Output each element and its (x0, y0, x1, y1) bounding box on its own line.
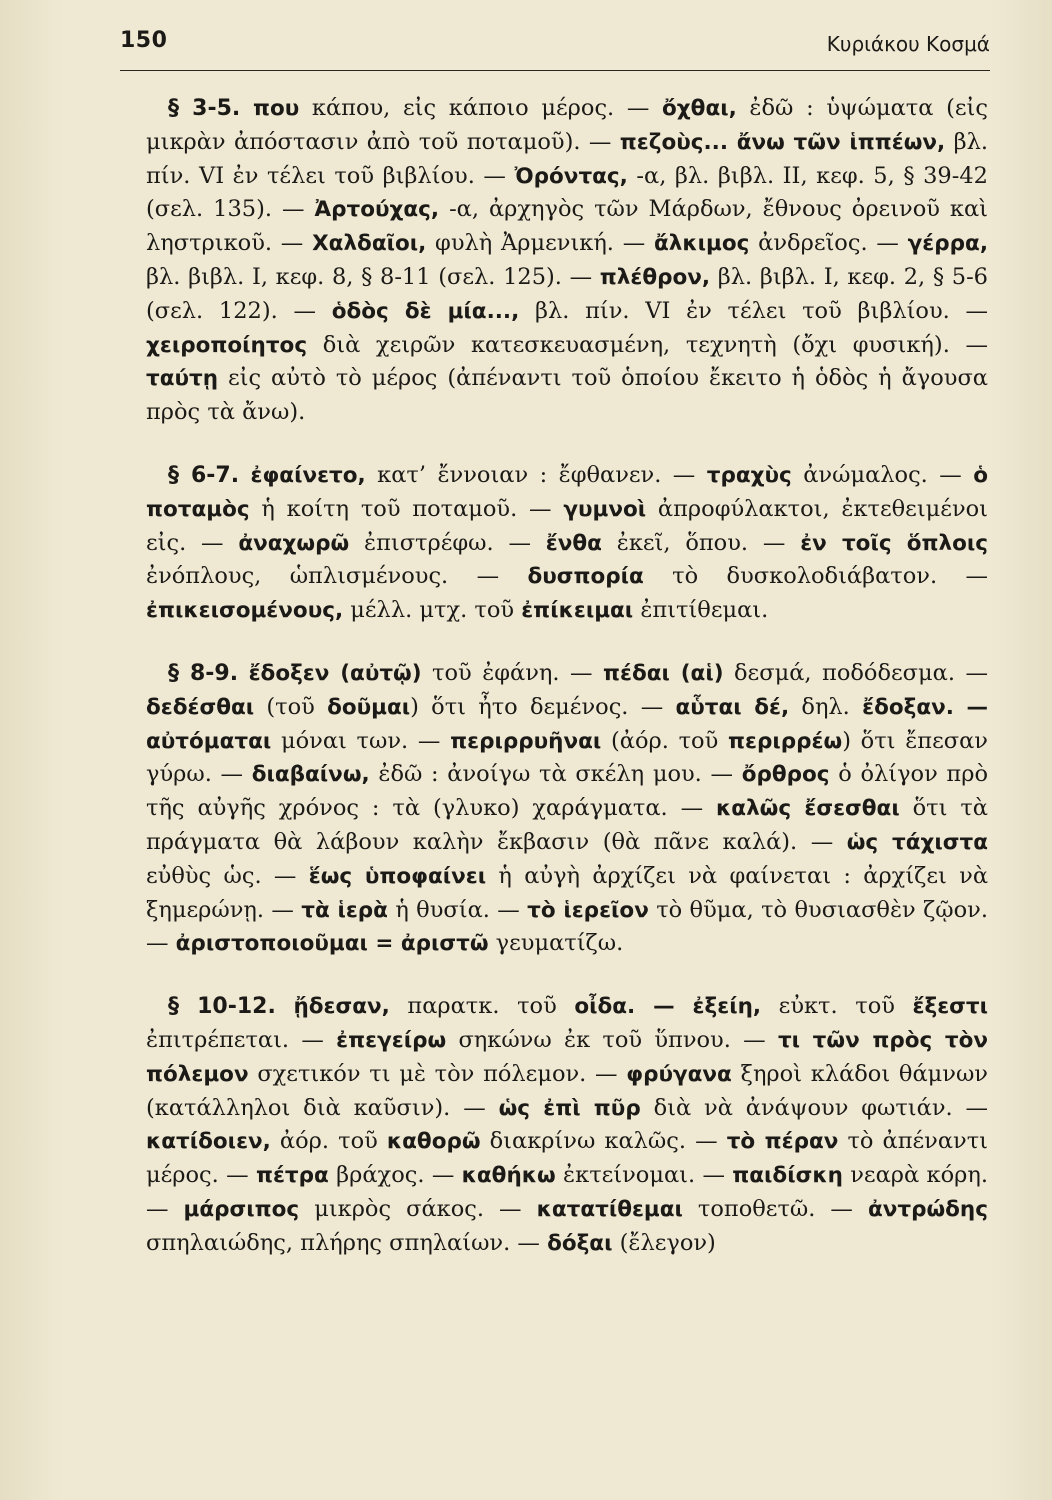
commentary-body (146, 92, 988, 1290)
gloss-text: τὸ θῦμα, τὸ θυσιασθὲν ζῷον. — (146, 896, 989, 957)
gloss-text: (τοῦ (254, 693, 328, 720)
gloss-text: (ἀόρ. τοῦ (601, 727, 728, 754)
gloss-text: φυλὴ Ἀρμενική. — (426, 230, 655, 257)
lemma: τὰ ἱερὰ (301, 897, 388, 923)
gloss-text: τὸ δυσκολοδιάβατον. — (643, 563, 988, 590)
lemma: που (252, 96, 300, 121)
gloss-text: βλ. πίν. VI ἐν τέλει τοῦ βιβλίου. — (146, 128, 989, 189)
lemma: δυσπορία (527, 564, 644, 590)
page-number: 150 (120, 28, 168, 53)
gloss-text: ἐπιτίθεμαι. (633, 597, 769, 624)
lemma: καθήκω (461, 1163, 556, 1189)
running-title: Κυριάκου Κοσμά (826, 32, 990, 56)
lemma: ἔδοξαν. — αὐτόμαται (146, 694, 988, 754)
lemma: καλῶς ἔσεσθαι (716, 796, 900, 822)
section-marker: § 6-7. (168, 462, 240, 488)
lemma: ἀναχωρῶ (238, 530, 350, 556)
gloss-text: (ἔλεγον) (612, 1229, 716, 1256)
gloss-text: βλ. πίν. VI ἐν τέλει τοῦ βιβλίου. — (519, 297, 988, 324)
gloss-text: διακρίνω καλῶς. — (480, 1128, 727, 1155)
lemma: περιρρέω (728, 728, 843, 754)
lemma: ἄλκιμος (654, 231, 750, 257)
lemma: ἕως ὑποφαίνει (308, 863, 487, 889)
lemma: κατατίθεμαι (536, 1196, 683, 1222)
gloss-text: βλ. βιβλ. I, κεφ. 2, § 5-6 (σελ. 122). — (146, 263, 988, 324)
lemma: μάρσιπος (183, 1196, 300, 1222)
gloss-text: τοποθετῶ. — (682, 1195, 868, 1222)
gloss-text: ἀνώμαλος. — (791, 461, 974, 488)
gloss-text: ἐδῶ : ὑψώματα (εἰς μικρὰν ἀπόστασιν ἀπὸ τοῦ ποταμοῦ). — (146, 95, 988, 155)
paragraph-section-3-5 (146, 92, 988, 430)
gloss-text: ἐκεῖ, ὅπου. — (601, 529, 801, 556)
gloss-text: δεσμά, ποδόδεσμα. — (723, 659, 988, 686)
lemma: Ὀρόντας, (514, 163, 628, 189)
gloss-text: βράχος. — (328, 1162, 462, 1189)
gloss-text: ἐπιστρέφω. — (349, 529, 546, 556)
gloss-text: σηκώνω ἐκ τοῦ ὕπνου. — (446, 1026, 778, 1053)
lemma: πέτρα (255, 1163, 329, 1189)
lemma: καθορῶ (386, 1129, 481, 1155)
lemma: Χαλδαῖοι, (312, 231, 427, 257)
lemma: τὸ πέραν (726, 1129, 839, 1155)
lemma: Ἀρτούχας, (314, 197, 440, 223)
lemma: ὁ ποταμὸς (146, 462, 988, 522)
gloss-text: παρατκ. τοῦ (389, 993, 575, 1020)
gloss-text: ἡ κοίτη τοῦ ποταμοῦ. — (249, 495, 564, 522)
lemma: περιρρυῆναι (450, 728, 602, 754)
page-header (120, 22, 990, 66)
gloss-text: ἐπιτρέπεται. — (146, 1026, 337, 1053)
gloss-text: ) ὅτι ἦτο δεμένος. — (410, 693, 676, 720)
lemma: τι τῶν πρὸς τὸν πόλεμον (146, 1027, 988, 1087)
lemma: πέδαι (αἱ) (603, 660, 724, 686)
lemma: κατίδοιεν, (146, 1129, 271, 1155)
lemma: ὁδὸς δὲ μία..., (331, 298, 520, 324)
gloss-text: ἡ θυσία. — (387, 896, 528, 923)
section-marker: § 8-9. (168, 660, 239, 686)
gloss-text: γευματίζω. (488, 930, 624, 957)
paragraph-section-6-7 (146, 459, 988, 628)
lemma: γυμνοὶ (563, 496, 647, 522)
gloss-text: σχετικόν τι μὲ τὸν πόλεμον. — (248, 1060, 627, 1087)
lemma: ταύτῃ (146, 366, 219, 392)
paragraph-section-10-12 (146, 990, 988, 1260)
lemma: ἐφαίνετο, (250, 462, 366, 488)
gloss-text: τοῦ ἐφάνη. — (421, 659, 604, 686)
header-rule (120, 70, 990, 71)
gloss-text: ἐκτείνομαι. — (555, 1162, 733, 1189)
gloss-text: ἐνόπλους, ὡπλισμένους. — (146, 563, 528, 590)
lemma: αὗται δέ, (675, 694, 790, 720)
gloss-text: διὰ νὰ ἀνάψουν φωτιάν. — (640, 1094, 989, 1121)
gloss-text: μικρὸς σάκος. — (299, 1195, 537, 1222)
lemma: ὄχθαι, (662, 96, 737, 121)
gloss-text: κατ’ ἔννοιαν : ἔφθανεν. — (365, 461, 707, 488)
lemma: δόξαι (547, 1230, 613, 1256)
gloss-text: βλ. βιβλ. I, κεφ. 8, § 8-11 (σελ. 125). — (146, 263, 600, 290)
lemma: διαβαίνω, (251, 762, 370, 788)
lemma: φρύγανα (626, 1061, 732, 1087)
lemma: τραχὺς (706, 462, 792, 488)
gloss-text: -α, ἀρχηγὸς τῶν Μάρδων, ἔθνους ὀρεινοῦ καὶ ληστρικοῦ. — (146, 196, 988, 257)
gloss-text: μέλλ. μτχ. τοῦ (343, 597, 522, 624)
lemma: ἀριστοποιοῦμαι = ἀριστῶ (175, 931, 489, 957)
gloss-text: σπηλαιώδης, πλήρης σπηλαίων. — (146, 1229, 548, 1256)
lemma: ἐπεγείρω (336, 1027, 447, 1053)
lemma: παιδίσκη (732, 1163, 843, 1189)
lemma: οἶδα. — ἐξείη, (574, 994, 762, 1020)
lemma: ὡς τάχιστα (846, 829, 989, 855)
lemma: ἐν τοῖς ὅπλοις (800, 530, 988, 556)
gloss-text: εἰς αὐτὸ τὸ μέρος (ἀπέναντι τοῦ ὁποίου ἔκειτο ἡ ὁδὸς ἡ ἄγουσα πρὸς τὰ ἄνω). (146, 365, 988, 426)
lemma: πεζοὺς... ἄνω τῶν ἱππέων, (619, 129, 946, 155)
gloss-text: -α, βλ. βιβλ. II, κεφ. 5, § 39-42 (σελ. 135). — (146, 162, 988, 223)
gloss-text: ἐδῶ : ἀνοίγω τὰ σκέλη μου. — (369, 761, 742, 788)
lemma: πλέθρον, (599, 264, 711, 290)
lemma: ἀντρώδης (867, 1196, 988, 1222)
lemma: ἐπικεισομένους, (146, 598, 344, 624)
gloss-text: μόναι των. — (271, 727, 451, 754)
section-marker: § 10-12. (168, 994, 276, 1020)
lemma: ὄρθρος (741, 762, 830, 788)
lemma: ἔξεστι (912, 994, 989, 1020)
lemma: ἐπίκειμαι (521, 598, 634, 624)
gloss-text: ξηροὶ κλάδοι θάμνων (κατάλληλοι διὰ καῦσιν). — (146, 1060, 988, 1121)
gloss-text: εὐκτ. τοῦ (761, 993, 913, 1020)
gloss-text: δηλ. (789, 693, 863, 720)
paragraph-section-8-9 (146, 657, 988, 961)
gloss-text: εὐθὺς ὡς. — (146, 862, 309, 889)
lemma: ἔνθα (545, 530, 602, 556)
gloss-text: κάπου, εἰς κάποιο μέρος. — (299, 95, 663, 121)
gloss-text: ἀόρ. τοῦ (270, 1128, 387, 1155)
lemma: γέρρα, (907, 231, 988, 257)
lemma: δεδέσθαι (146, 694, 255, 720)
gloss-text: ὅτι τὰ πράγματα θὰ λάβουν καλὴν ἔκβασιν (θὰ πᾶνε καλά). — (146, 795, 988, 855)
lemma: τὸ ἱερεῖον (527, 897, 649, 923)
section-marker: § 3-5. (168, 96, 241, 121)
gloss-text: ἀπροφύλακτοι, ἐκτεθειμένοι εἰς. — (146, 495, 988, 556)
gloss-text: ) ὅτι ἔπεσαν γύρω. — (146, 727, 988, 788)
gloss-text: ἀνδρεῖος. — (749, 230, 908, 257)
gloss-text: ὁ ὀλίγον πρὸ τῆς αὐγῆς χρόνος : τὰ (γλυκο) χαράγματα. — (146, 761, 988, 822)
lemma: χειροποίητος (146, 332, 308, 358)
gloss-text: διὰ χειρῶν κατεσκευασμένη, τεχνητὴ (ὄχι φυσική). — (307, 331, 988, 358)
lemma: ὡς ἐπὶ πῦρ (498, 1095, 641, 1121)
lemma: ᾔδεσαν, (293, 994, 390, 1020)
gloss-text: νεαρὰ κόρη. — (146, 1162, 988, 1222)
lemma: δοῦμαι (327, 694, 411, 720)
gloss-text: ἡ αὐγὴ ἀρχίζει νὰ φαίνεται : ἀρχίζει νὰ ξημερώνῃ. — (146, 862, 989, 923)
lemma: ἔδοξεν (αὐτῷ) (248, 660, 422, 686)
gloss-text: τὸ ἀπέναντι μέρος. — (146, 1128, 988, 1189)
